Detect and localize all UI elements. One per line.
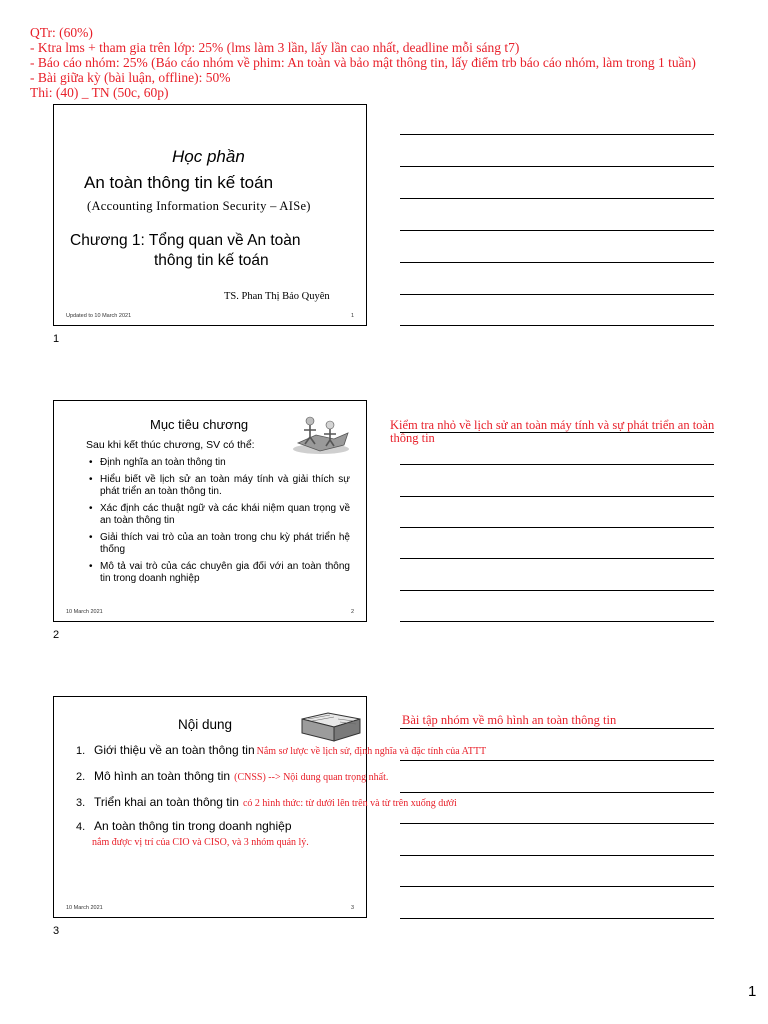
list-item: • Hiểu biết về lịch sử an toàn máy tính và giải thích sự phát triển an toàn thông tin. (88, 474, 350, 498)
item-text: An toàn thông tin trong doanh nghiệp (94, 819, 292, 833)
chapter-line-1: Chương 1: Tổng quan về An toàn (70, 232, 301, 249)
item-note: Nắm sơ lược về lịch sử, định nghĩa và đặc tính của ATTT (256, 746, 487, 757)
note-line (400, 728, 714, 729)
list-item: • Định nghĩa an toàn thông tin (88, 457, 350, 469)
note-line (400, 855, 714, 856)
slide-2 (53, 400, 367, 622)
header-note-1: QTr: (60%) (30, 25, 93, 40)
people-puzzle-icon (290, 413, 352, 455)
objective-list (88, 457, 350, 590)
note-line (400, 262, 714, 263)
note-line (400, 166, 714, 167)
list-item: • Xác định các thuật ngữ và các khái niệm quan trọng về an toàn thông tin (88, 503, 350, 527)
slide-page-number: 3 (350, 905, 354, 911)
item-number: 3. (76, 797, 86, 809)
chapter-line-2: thông tin kế toán (154, 252, 269, 269)
slide-1 (53, 104, 367, 326)
content-item-1 (76, 743, 486, 757)
slide-index-3: 3 (53, 925, 60, 937)
slide-page-number: 2 (350, 609, 354, 615)
slide-index-2: 2 (53, 629, 60, 641)
item-note: có 2 hình thức: từ dưới lên trên và từ trên xuống dưới (242, 798, 457, 809)
note-line (400, 230, 714, 231)
slide-2-note: Kiểm tra nhỏ về lịch sử an toàn máy tính và sự phát triển an toàn thông tin (390, 418, 715, 445)
note-line (400, 558, 714, 559)
course-label: Học phần (172, 147, 245, 166)
page-number: 1 (748, 983, 757, 1000)
note-line (400, 527, 714, 528)
note-line (400, 464, 714, 465)
note-line (400, 432, 714, 433)
header-note-2: - Ktra lms + tham gia trên lớp: 25% (lms làm 3 lần, lấy lần cao nhất, deadline mỗi sáng t7) (30, 40, 520, 55)
slide-footer: Updated to 10 March 2021 (66, 313, 132, 319)
slide-title: Nội dung (178, 717, 233, 732)
author: TS. Phan Thị Bảo Quyên (224, 291, 330, 302)
list-item: • Mô tả vai trò của các chuyên gia đối với an toàn thông tin trong doanh nghiệp (88, 561, 350, 585)
item-number: 4. (76, 821, 86, 833)
note-line (400, 760, 714, 761)
note-line (400, 886, 714, 887)
content-item-2 (76, 769, 388, 783)
slide-footer: 10 March 2021 (66, 905, 103, 911)
slide-index-1: 1 (53, 333, 60, 345)
note-line (400, 325, 714, 326)
item-text: Triển khai an toàn thông tin (94, 795, 239, 809)
note-line (400, 590, 714, 591)
note-line (400, 134, 714, 135)
item-text: Mô hình an toàn thông tin (94, 769, 231, 783)
slide-page-number: 1 (350, 313, 354, 319)
item-number: 2. (76, 771, 86, 783)
item-note: (CNSS) --> Nội dung quan trọng nhất. (234, 772, 389, 783)
content-item-3 (76, 795, 457, 809)
slide-3 (53, 696, 487, 918)
note-line (400, 792, 714, 793)
note-line (400, 823, 714, 824)
note-line (400, 621, 714, 622)
header-note-4: - Bài giữa kỳ (bài luận, offline): 50% (30, 70, 231, 85)
item-text: Giới thiệu về an toàn thông tin (94, 743, 255, 757)
item-note: nắm được vị trí của CIO và CISO, và 3 nhóm quản lý. (92, 837, 309, 848)
note-line (400, 496, 714, 497)
slide-title: Mục tiêu chương (150, 417, 249, 432)
list-item: • Giải thích vai trò của an toàn trong chu kỳ phát triển hệ thống (88, 532, 350, 556)
note-line (400, 294, 714, 295)
open-book-icon (298, 705, 364, 745)
content-item-4 (76, 819, 292, 833)
course-subtitle: (Accounting Information Security – AISe) (87, 199, 311, 213)
course-title: An toàn thông tin kế toán (84, 173, 274, 192)
header-note-5: Thi: (40) _ TN (50c, 60p) (30, 85, 169, 100)
item-number: 1. (76, 745, 86, 757)
slide-3-note: Bài tập nhóm về mô hình an toàn thông tin (402, 713, 617, 727)
note-line (400, 918, 714, 919)
slide-footer: 10 March 2021 (66, 609, 103, 615)
header-note-3: - Báo cáo nhóm: 25% (Báo cáo nhóm về phim: An toàn và bảo mật thông tin, lấy điểm trb báo cáo nhóm, làm trong 1 tuần) (30, 55, 696, 70)
note-line (400, 198, 714, 199)
slide-intro: Sau khi kết thúc chương, SV có thể: (86, 439, 255, 451)
